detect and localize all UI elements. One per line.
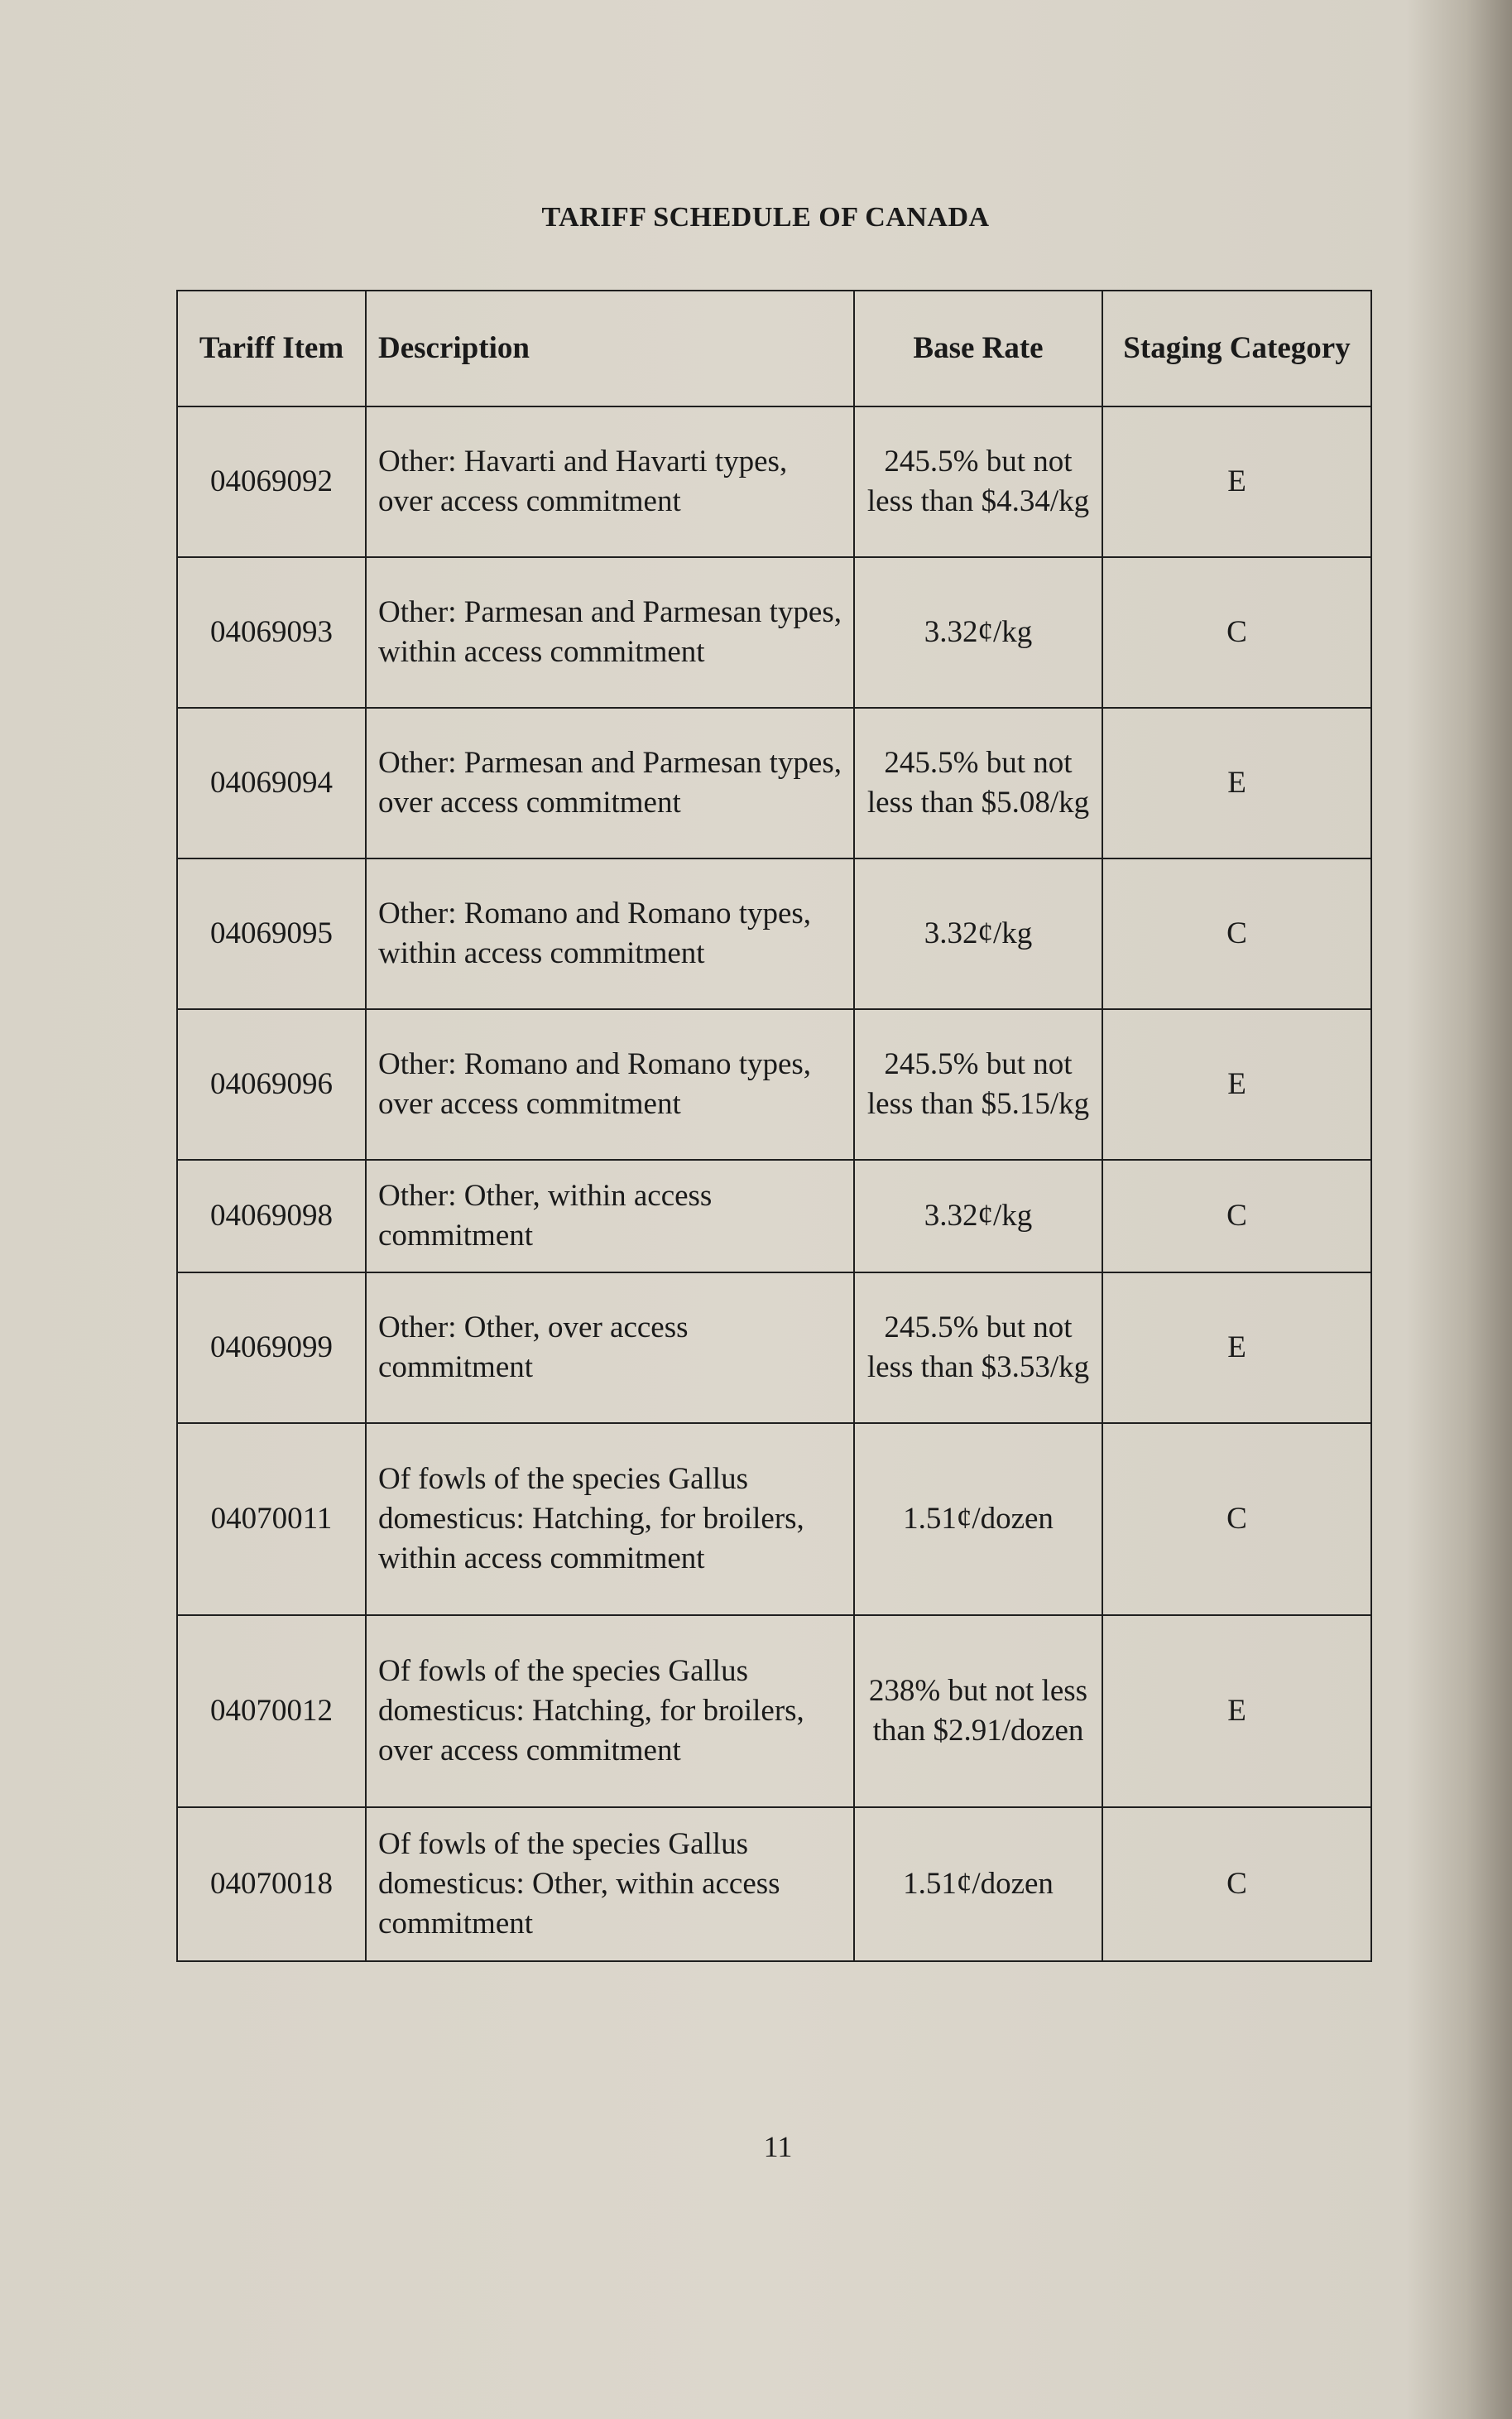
base-rate-cell: 238% but not less than $2.91/dozen <box>854 1615 1102 1807</box>
staging-category-cell: C <box>1102 858 1371 1009</box>
table-row <box>177 858 1371 1009</box>
base-rate-cell: 245.5% but not less than $3.53/kg <box>854 1272 1102 1423</box>
tariff-item-cell: 04069099 <box>177 1272 366 1423</box>
description-cell: Other: Other, over access commitment <box>366 1272 854 1423</box>
tariff-item-cell: 04070012 <box>177 1615 366 1807</box>
table-row <box>177 1009 1371 1160</box>
description-cell: Of fowls of the species Gallus domesticus: Other, within access commitment <box>366 1807 854 1961</box>
staging-category-cell: E <box>1102 406 1371 557</box>
base-rate-cell: 245.5% but not less than $4.34/kg <box>854 406 1102 557</box>
base-rate-cell: 245.5% but not less than $5.15/kg <box>854 1009 1102 1160</box>
table-row <box>177 708 1371 858</box>
staging-category-cell: E <box>1102 1272 1371 1423</box>
table-header-row <box>177 291 1371 406</box>
table-row <box>177 406 1371 557</box>
base-rate-cell: 245.5% but not less than $5.08/kg <box>854 708 1102 858</box>
description-cell: Of fowls of the species Gallus domesticus: Hatching, for broilers, over access commitment <box>366 1615 854 1807</box>
base-rate-cell: 3.32¢/kg <box>854 858 1102 1009</box>
description-cell: Other: Other, within access commitment <box>366 1160 854 1272</box>
tariff-item-cell: 04069098 <box>177 1160 366 1272</box>
header-tariff-item: Tariff Item <box>177 291 366 406</box>
tariff-table <box>176 290 1372 1962</box>
table-row <box>177 1615 1371 1807</box>
base-rate-cell: 3.32¢/kg <box>854 557 1102 708</box>
staging-category-cell: E <box>1102 1615 1371 1807</box>
description-cell: Other: Havarti and Havarti types, over access commitment <box>366 406 854 557</box>
description-cell: Other: Parmesan and Parmesan types, over access commitment <box>366 708 854 858</box>
tariff-item-cell: 04069096 <box>177 1009 366 1160</box>
tariff-item-cell: 04069093 <box>177 557 366 708</box>
staging-category-cell: E <box>1102 708 1371 858</box>
table-row <box>177 1272 1371 1423</box>
staging-category-cell: C <box>1102 1807 1371 1961</box>
page-title: TARIFF SCHEDULE OF CANADA <box>541 202 990 233</box>
description-cell: Of fowls of the species Gallus domesticus: Hatching, for broilers, within access commitment <box>366 1423 854 1615</box>
table-row <box>177 1160 1371 1272</box>
table-row <box>177 1807 1371 1961</box>
staging-category-cell: E <box>1102 1009 1371 1160</box>
staging-category-cell: C <box>1102 1423 1371 1615</box>
tariff-item-cell: 04069095 <box>177 858 366 1009</box>
staging-category-cell: C <box>1102 1160 1371 1272</box>
description-cell: Other: Romano and Romano types, within access commitment <box>366 858 854 1009</box>
tariff-item-cell: 04069092 <box>177 406 366 557</box>
base-rate-cell: 3.32¢/kg <box>854 1160 1102 1272</box>
staging-category-cell: C <box>1102 557 1371 708</box>
header-base-rate: Base Rate <box>854 291 1102 406</box>
tariff-item-cell: 04070018 <box>177 1807 366 1961</box>
header-staging-category: Staging Category <box>1102 291 1371 406</box>
description-cell: Other: Romano and Romano types, over access commitment <box>366 1009 854 1160</box>
base-rate-cell: 1.51¢/dozen <box>854 1423 1102 1615</box>
table-row <box>177 557 1371 708</box>
page-number: 11 <box>763 2130 793 2163</box>
description-cell: Other: Parmesan and Parmesan types, within access commitment <box>366 557 854 708</box>
tariff-item-cell: 04069094 <box>177 708 366 858</box>
tariff-item-cell: 04070011 <box>177 1423 366 1615</box>
table-row <box>177 1423 1371 1615</box>
base-rate-cell: 1.51¢/dozen <box>854 1807 1102 1961</box>
header-description: Description <box>366 291 854 406</box>
